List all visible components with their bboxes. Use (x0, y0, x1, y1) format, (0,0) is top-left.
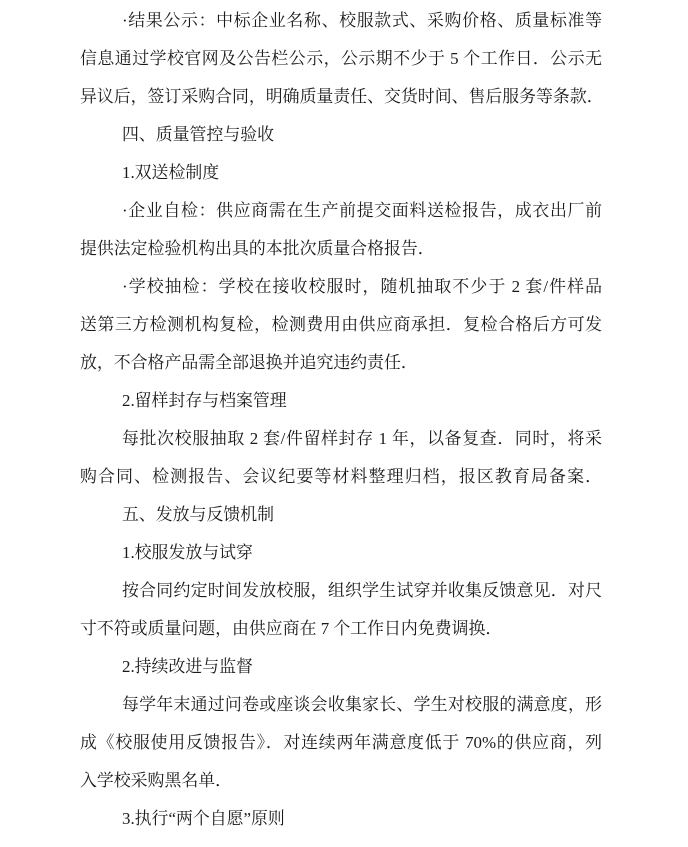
heading-line: 1.校服发放与试穿 (122, 543, 253, 562)
paragraph-line: 送第三方检测机构复检，检测费用由供应商承担．复检合格后方可发 (80, 315, 602, 334)
heading-line: 五、发放与反馈机制 (122, 505, 275, 524)
heading-line: 2.留样封存与档案管理 (122, 391, 287, 410)
paragraph-line: 按合同约定时间发放校服，组织学生试穿并收集反馈意见．对尺 (122, 581, 602, 600)
paragraph-line: ·学校抽检：学校在接收校服时，随机抽取不少于 2 套/件样品 (122, 277, 602, 296)
paragraph-line: 寸不符或质量问题，由供应商在 7 个工作日内免费调换． (80, 619, 503, 638)
heading-line: 四、质量管控与验收 (122, 125, 275, 144)
paragraph-line: 信息通过学校官网及公告栏公示，公示期不少于 5 个工作日．公示无 (80, 49, 602, 68)
heading-line: 3.执行“两个自愿”原则 (122, 809, 285, 828)
paragraph-line: 异议后，签订采购合同，明确质量责任、交货时间、售后服务等条款． (80, 87, 604, 106)
paragraph-line: 放，不合格产品需全部退换并追究违约责任． (80, 353, 418, 372)
paragraph-line: 购合同、检测报告、会议纪要等材料整理归档，报区教育局备案． (80, 467, 602, 486)
paragraph-line: ·结果公示：中标企业名称、校服款式、采购价格、质量标准等 (122, 11, 602, 30)
paragraph-line: ·企业自检：供应商需在生产前提交面料送检报告，成衣出厂前 (122, 201, 602, 220)
paragraph-line: 每学年末通过问卷或座谈会收集家长、学生对校服的满意度，形 (122, 695, 602, 714)
paragraph-line: 成《校服使用反馈报告》．对连续两年满意度低于 70%的供应商，列 (80, 733, 602, 752)
paragraph-line: 提供法定检验机构出具的本批次质量合格报告． (80, 239, 435, 258)
paragraph-line: 入学校采购黑名单． (80, 771, 233, 790)
paragraph-line: 每批次校服抽取 2 套/件留样封存 1 年，以备复查．同时，将采 (122, 429, 602, 448)
heading-line: 1.双送检制度 (122, 163, 220, 182)
heading-line: 2.持续改进与监督 (122, 657, 253, 676)
